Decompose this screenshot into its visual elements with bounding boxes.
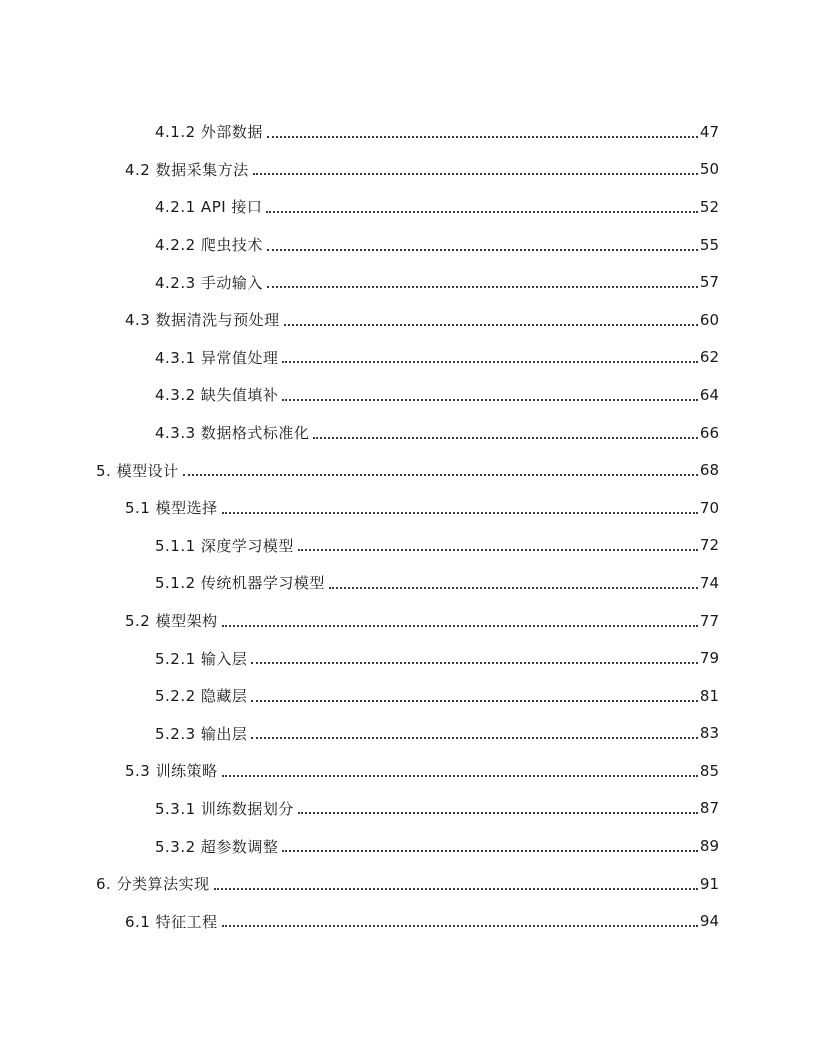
toc-entry[interactable] — [0, 489, 816, 527]
toc-entry[interactable] — [0, 827, 816, 865]
toc-entry-title: 5.2 模型架构 — [125, 612, 218, 631]
toc-entry[interactable] — [0, 865, 816, 903]
toc-dot-leader — [298, 548, 698, 551]
toc-dot-leader — [222, 624, 698, 627]
toc-page-number: 87 — [699, 799, 719, 818]
toc-entry[interactable] — [0, 339, 816, 377]
toc-page-number: 91 — [699, 874, 719, 893]
toc-entry-title: 5.2.2 隐藏层 — [155, 687, 248, 706]
toc-dot-leader — [267, 248, 698, 251]
toc-page-number: 57 — [699, 273, 719, 292]
toc-entry[interactable] — [0, 527, 816, 565]
toc-entry-title: 5.3.2 超参数调整 — [155, 837, 279, 856]
toc-page-number: 68 — [699, 461, 719, 480]
toc-page-number: 94 — [699, 912, 719, 931]
toc-entry[interactable] — [0, 602, 816, 640]
toc-page-number: 62 — [699, 348, 719, 367]
toc-dot-leader — [298, 811, 698, 814]
toc-page-number: 55 — [699, 235, 719, 254]
toc-entry[interactable] — [0, 188, 816, 226]
toc-dot-leader — [282, 360, 697, 363]
toc-entry-title: 5.1.2 传统机器学习模型 — [155, 574, 325, 593]
toc-dot-leader — [267, 285, 698, 288]
toc-dot-leader — [251, 699, 697, 702]
toc-dot-leader — [251, 661, 697, 664]
toc-entry[interactable] — [0, 113, 816, 151]
toc-entry-title: 6.1 特征工程 — [125, 912, 218, 931]
toc-entry-title: 5.1 模型选择 — [125, 499, 218, 518]
toc-dot-leader — [183, 473, 698, 476]
toc-dot-leader — [222, 511, 698, 514]
toc-entry[interactable] — [0, 902, 816, 940]
toc-page-number: 70 — [699, 498, 719, 517]
toc-dot-leader — [329, 586, 698, 589]
toc-entry[interactable] — [0, 376, 816, 414]
toc-dot-leader — [253, 172, 698, 175]
toc-entry[interactable] — [0, 752, 816, 790]
toc-page-number: 66 — [699, 423, 719, 442]
toc-entry[interactable] — [0, 226, 816, 264]
toc-entry[interactable] — [0, 263, 816, 301]
toc-entry-title: 5.3 训练策略 — [125, 762, 218, 781]
toc-dot-leader — [282, 849, 697, 852]
toc-page-number: 85 — [699, 761, 719, 780]
toc-entry[interactable] — [0, 151, 816, 189]
toc-entry-title: 4.3.1 异常值处理 — [155, 348, 279, 367]
toc-entry-title: 4.2.3 手动输入 — [155, 273, 263, 292]
toc-entry-title: 4.2.2 爬虫技术 — [155, 236, 263, 255]
toc-page-number: 47 — [699, 122, 719, 141]
toc-entry[interactable] — [0, 715, 816, 753]
toc-entry[interactable] — [0, 677, 816, 715]
toc-page-number: 81 — [699, 686, 719, 705]
toc-page-number: 64 — [699, 385, 719, 404]
toc-entry[interactable] — [0, 414, 816, 452]
toc-page-number: 83 — [699, 724, 719, 743]
toc-dot-leader — [266, 210, 697, 213]
toc-dot-leader — [313, 436, 697, 439]
table-of-contents — [0, 113, 816, 940]
toc-entry-title: 6. 分类算法实现 — [96, 875, 210, 894]
toc-entry-title: 4.2 数据采集方法 — [125, 160, 249, 179]
toc-dot-leader — [284, 323, 698, 326]
toc-entry[interactable] — [0, 790, 816, 828]
toc-dot-leader — [222, 774, 698, 777]
toc-dot-leader — [282, 398, 697, 401]
toc-entry-title: 5.3.1 训练数据划分 — [155, 799, 294, 818]
toc-page-number: 77 — [699, 611, 719, 630]
toc-entry[interactable] — [0, 301, 816, 339]
toc-page-number: 74 — [699, 573, 719, 592]
toc-entry-title: 4.3.2 缺失值填补 — [155, 386, 279, 405]
toc-dot-leader — [267, 135, 698, 138]
toc-page-number: 72 — [699, 536, 719, 555]
toc-page-number: 52 — [699, 197, 719, 216]
toc-entry-title: 4.3 数据清洗与预处理 — [125, 311, 280, 330]
toc-dot-leader — [251, 736, 697, 739]
toc-dot-leader — [214, 887, 698, 890]
toc-entry[interactable] — [0, 451, 816, 489]
toc-entry-title: 5.2.1 输入层 — [155, 649, 248, 668]
toc-page-number: 60 — [699, 310, 719, 329]
toc-entry[interactable] — [0, 639, 816, 677]
toc-page-number: 50 — [699, 160, 719, 179]
toc-entry-title: 4.2.1 API 接口 — [155, 198, 263, 217]
toc-entry-title: 5.1.1 深度学习模型 — [155, 536, 294, 555]
toc-page-number: 89 — [699, 837, 719, 856]
toc-page-number: 79 — [699, 649, 719, 668]
toc-dot-leader — [222, 924, 698, 927]
toc-entry-title: 5.2.3 输出层 — [155, 724, 248, 743]
toc-entry-title: 5. 模型设计 — [96, 461, 179, 480]
toc-entry[interactable] — [0, 564, 816, 602]
toc-entry-title: 4.1.2 外部数据 — [155, 123, 263, 142]
toc-entry-title: 4.3.3 数据格式标准化 — [155, 424, 310, 443]
